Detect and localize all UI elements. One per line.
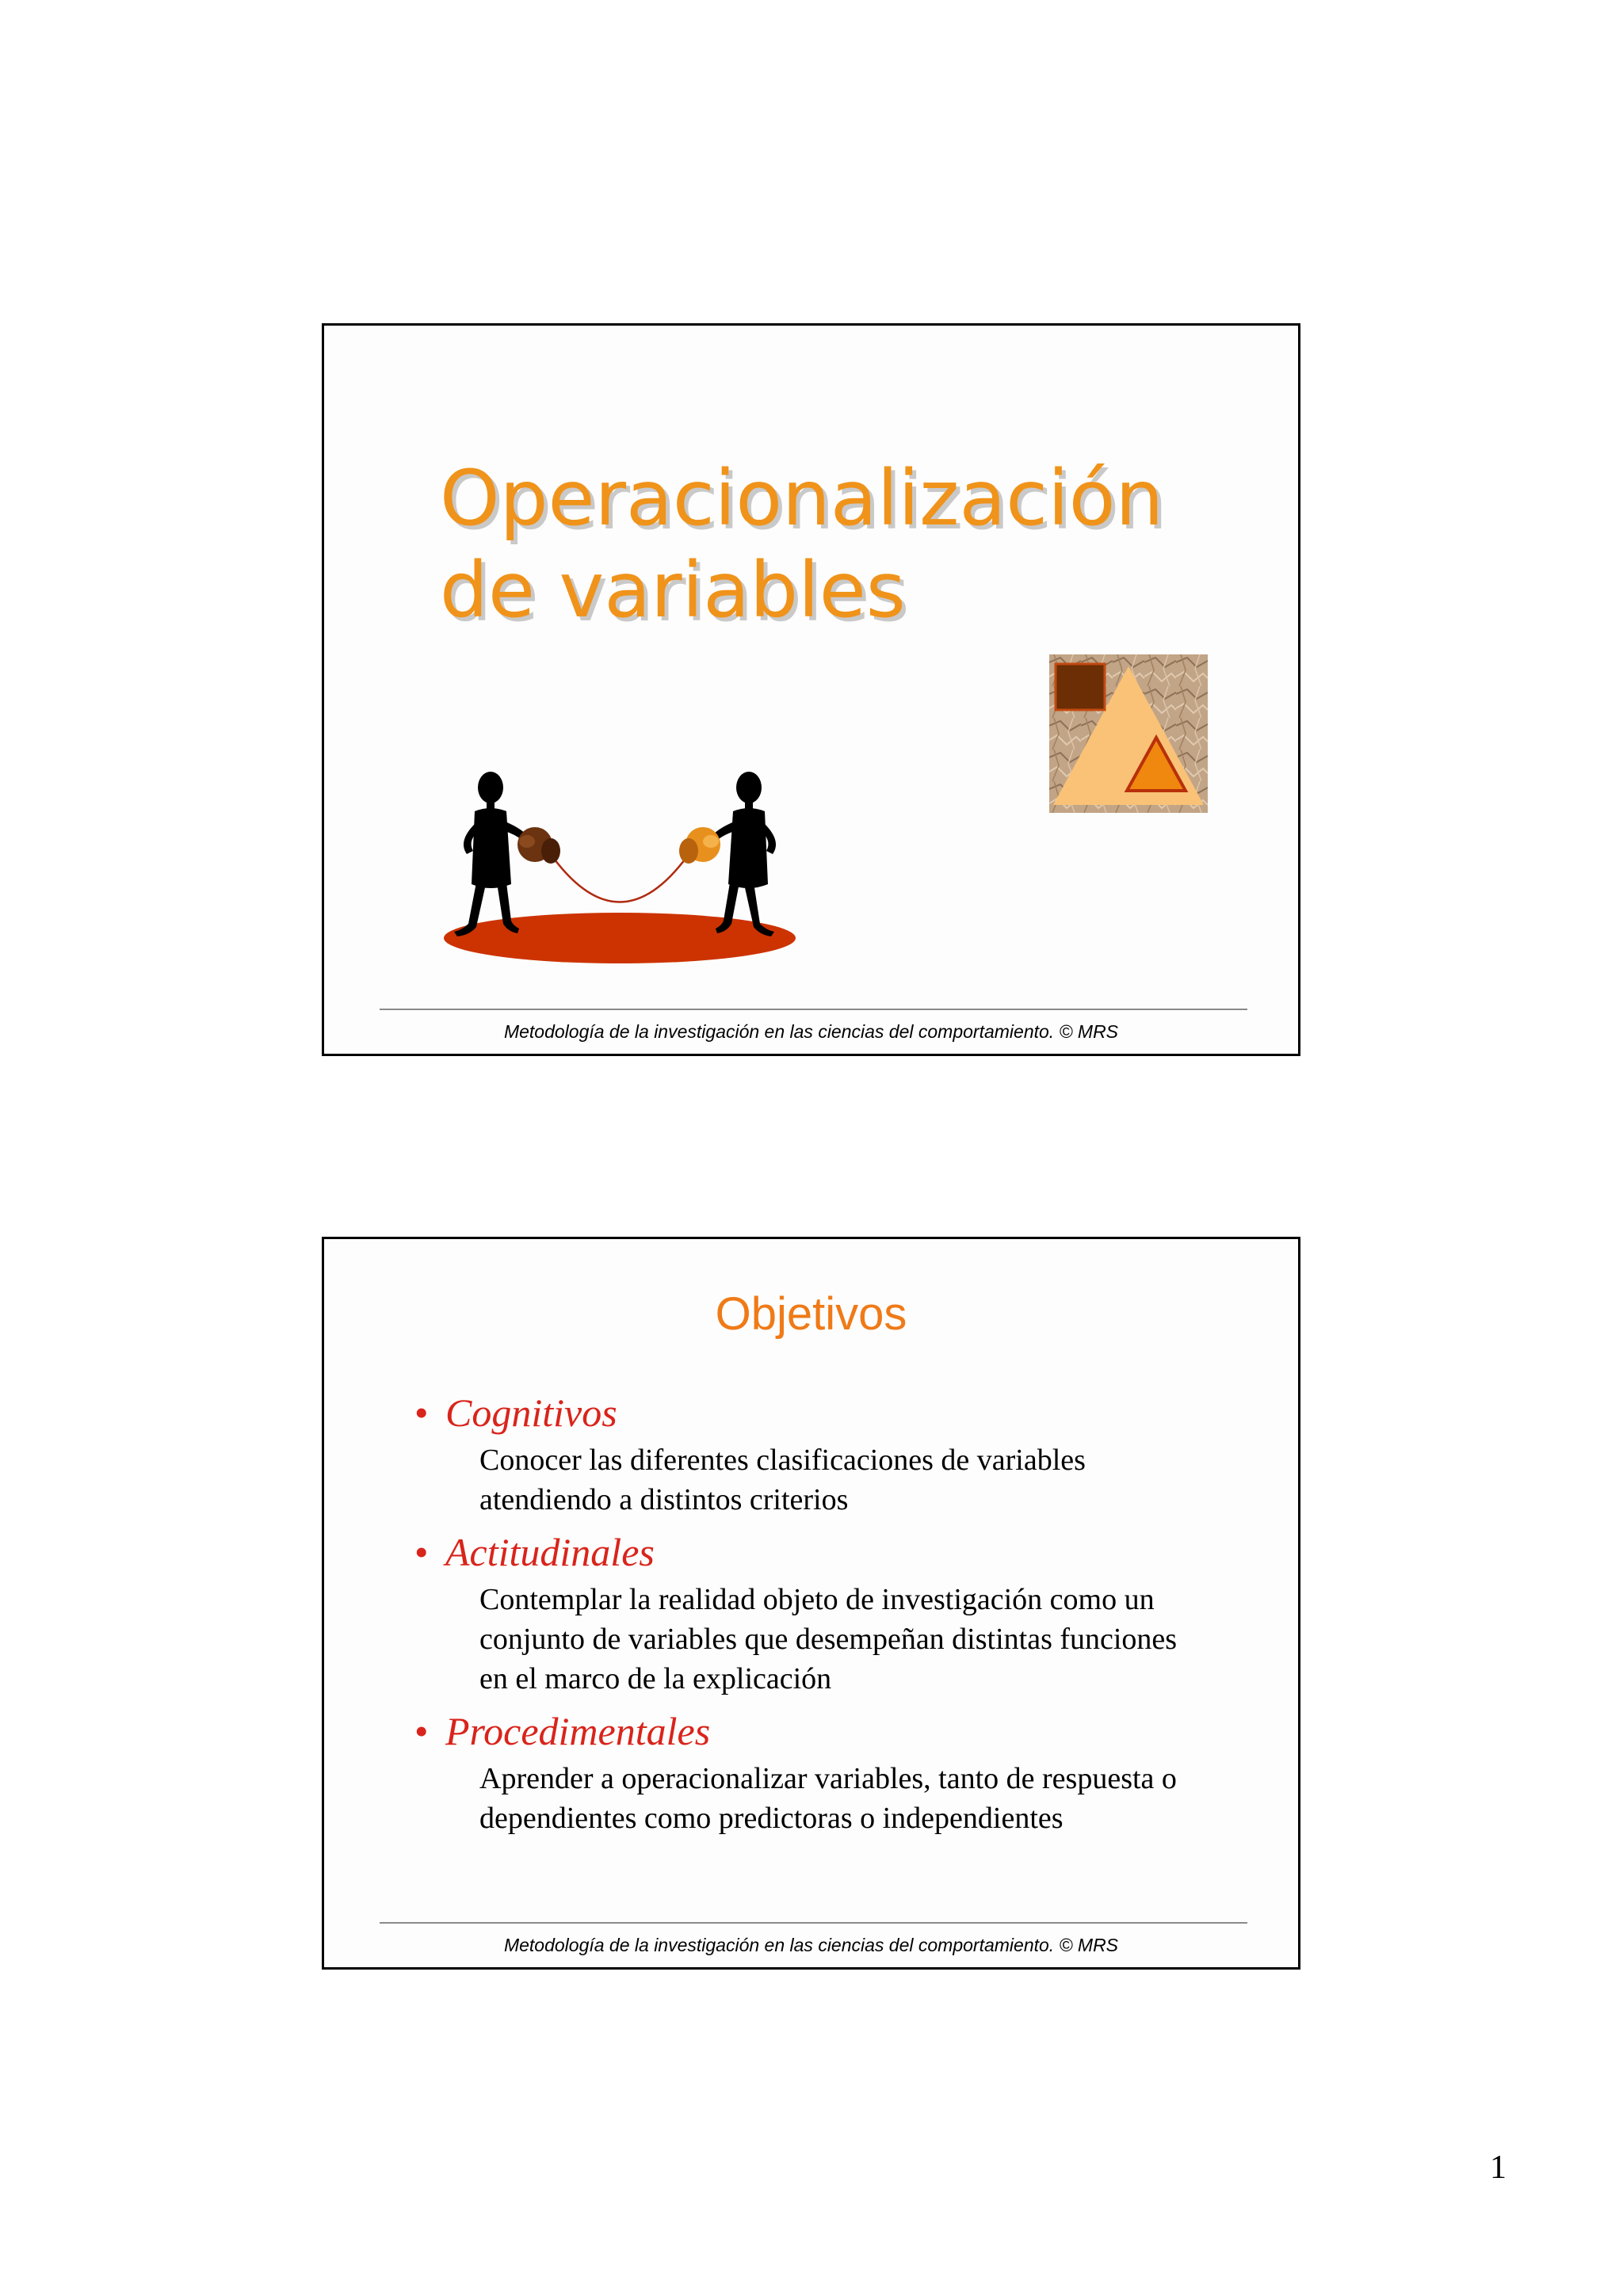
page-number: 1 xyxy=(1490,2149,1505,2186)
list-item xyxy=(414,1390,1259,1520)
bullet-icon: • xyxy=(414,1390,429,1435)
footer-divider xyxy=(380,1922,1247,1924)
bullet-icon: • xyxy=(414,1530,429,1574)
tin-can-telephone-clipart xyxy=(441,765,798,979)
objective-description: Contemplar la realidad objeto de investigación como un conjunto de variables que desempeñan distintas funciones en el marco de la explicación xyxy=(479,1583,1178,1695)
footer-divider xyxy=(380,1009,1247,1010)
slide-title: Objetivos xyxy=(715,1288,907,1340)
objectives-list xyxy=(414,1390,1259,1848)
slide-1 xyxy=(322,323,1300,1056)
bullet-icon: • xyxy=(414,1709,429,1753)
triangle-square-texture-clipart xyxy=(1049,654,1208,813)
slide-2 xyxy=(322,1237,1300,1970)
list-item xyxy=(414,1529,1259,1699)
objective-heading: Actitudinales xyxy=(445,1530,655,1574)
slide-footer: Metodología de la investigación en las ciencias del comportamiento. © MRS xyxy=(503,1021,1119,1042)
objective-heading: Cognitivos xyxy=(445,1390,617,1435)
slide-title: Operacionalización de variables xyxy=(440,454,1164,635)
objective-description: Aprender a operacionalizar variables, tanto de respuesta o dependientes como predictoras o independientes xyxy=(479,1762,1177,1835)
slide-footer: Metodología de la investigación en las ciencias del comportamiento. © MRS xyxy=(503,1935,1119,1955)
list-item xyxy=(414,1708,1259,1838)
objective-heading: Procedimentales xyxy=(445,1709,711,1753)
objective-description: Conocer las diferentes clasificaciones de variables atendiendo a distintos criterios xyxy=(479,1444,1086,1516)
